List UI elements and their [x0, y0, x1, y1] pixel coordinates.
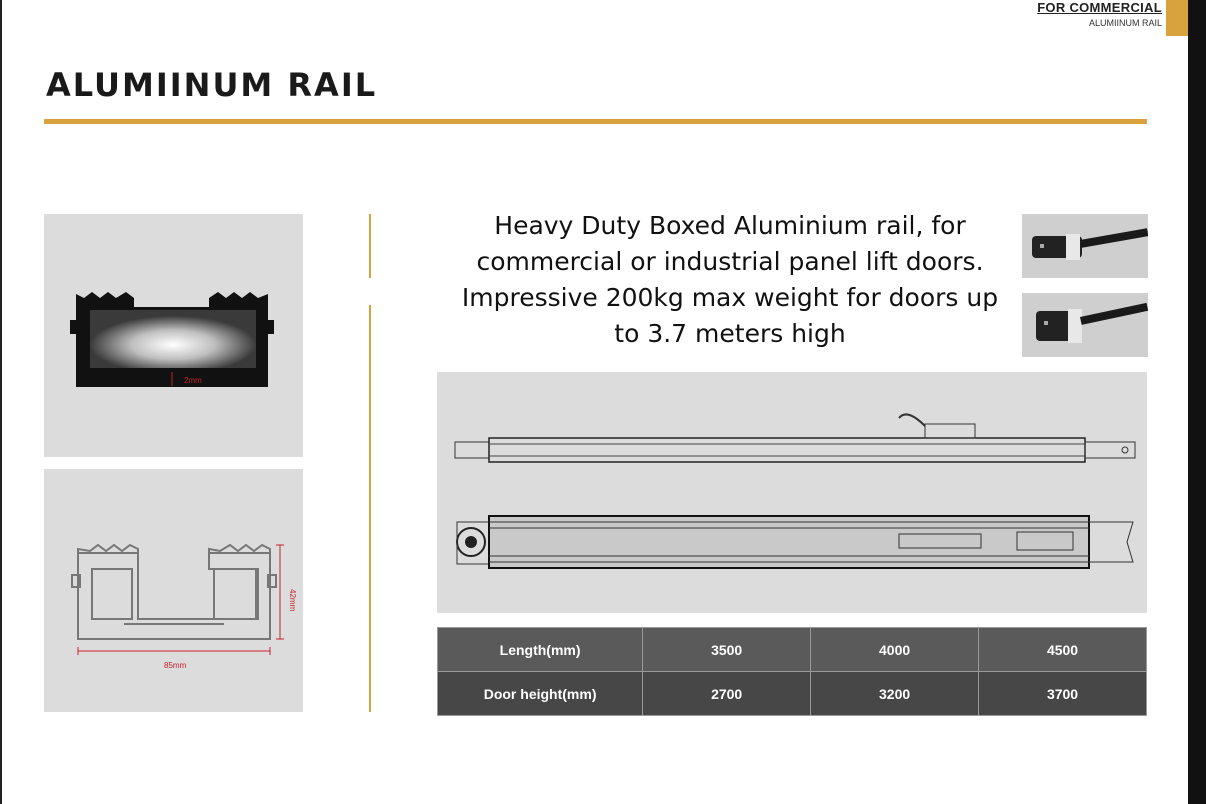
- trolley-photo-2: [1022, 293, 1148, 357]
- row-label-door-height: Door height(mm): [438, 672, 643, 716]
- profile-render-panel: [44, 214, 303, 457]
- trolley-photo-1: [1022, 214, 1148, 278]
- divider-line-bottom: [369, 305, 371, 712]
- table-row: [438, 628, 1147, 672]
- thickness-label: 2mm: [184, 376, 202, 385]
- rail-assembly-drawing: [437, 372, 1147, 613]
- rail-dimension-drawing: [44, 469, 303, 712]
- rail-profile-render: [44, 214, 303, 457]
- description-line: Impressive 200kg max weight for doors up: [461, 283, 999, 312]
- table-cell: 4500: [979, 628, 1147, 672]
- table-cell: 3200: [811, 672, 979, 716]
- page-right-border: [1188, 0, 1206, 804]
- product-description: [430, 208, 1030, 352]
- row-label-length: Length(mm): [438, 628, 643, 672]
- profile-drawing-panel: [44, 469, 303, 712]
- header-subcategory: ALUMIINUM RAIL: [1088, 18, 1162, 28]
- table-row: [438, 672, 1147, 716]
- height-label: 42mm: [288, 589, 297, 612]
- table-cell: 3500: [643, 628, 811, 672]
- width-label: 85mm: [164, 661, 187, 670]
- page-left-border: [0, 0, 2, 804]
- page-title: ALUMIINUM RAIL: [46, 66, 378, 104]
- title-underline: [44, 119, 1147, 124]
- description-line: commercial or industrial panel lift doors.: [476, 247, 984, 276]
- table-cell: 3700: [979, 672, 1147, 716]
- spec-table: [437, 627, 1147, 716]
- description-line: Heavy Duty Boxed Aluminium rail, for: [494, 211, 966, 240]
- section-tab-marker: [1166, 0, 1188, 36]
- table-cell: 4000: [811, 628, 979, 672]
- divider-line-top: [369, 214, 371, 278]
- description-line: to 3.7 meters high: [614, 319, 846, 348]
- header-category: FOR COMMERCIAL: [1037, 0, 1162, 15]
- table-cell: 2700: [643, 672, 811, 716]
